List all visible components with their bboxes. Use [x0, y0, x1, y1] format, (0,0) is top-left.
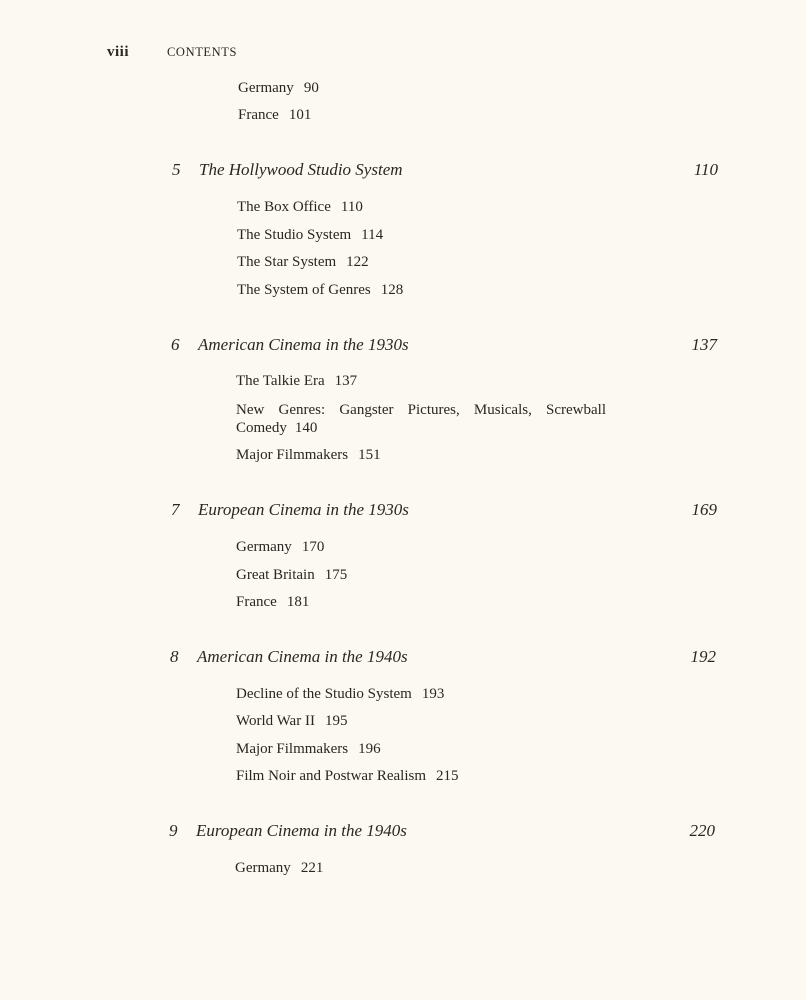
section-title: Film Noir and Postwar Realism [236, 768, 426, 784]
section-page: 215 [436, 768, 459, 784]
page-folio: viii [107, 44, 130, 60]
chapter-number: 9 [169, 821, 178, 840]
chapter-number: 8 [170, 647, 179, 666]
chapter-page: 169 [691, 500, 717, 519]
toc-section [236, 741, 381, 758]
section-title: France [236, 594, 277, 610]
running-head [107, 44, 238, 61]
chapter-title: American Cinema in the 1930s [198, 335, 409, 354]
section-page: 128 [380, 282, 404, 298]
section-page: 122 [346, 254, 369, 270]
chapter-number: 6 [171, 335, 180, 354]
toc-section [236, 768, 459, 785]
section-page: 140 [294, 420, 318, 436]
section-page: 170 [301, 539, 325, 555]
chapter-title: European Cinema in the 1940s [196, 821, 407, 840]
section-page: 137 [334, 373, 358, 389]
section-page: 101 [288, 107, 312, 123]
chapter-page: 192 [690, 647, 716, 666]
section-title: The Studio System [237, 227, 352, 243]
chapter-title: The Hollywood Studio System [199, 160, 403, 179]
section-title: Germany [235, 860, 291, 876]
chapter-entry [172, 160, 718, 184]
chapter-entry [170, 647, 716, 671]
toc-section [237, 254, 369, 271]
section-title: Decline of the Studio System [236, 686, 412, 702]
running-title: CONTENTS [167, 45, 238, 59]
section-page: 90 [303, 80, 319, 96]
chapter-page: 137 [691, 335, 717, 354]
section-page: 175 [324, 567, 348, 583]
toc-section [237, 227, 383, 244]
section-title: The Box Office [237, 199, 331, 215]
chapter-entry [169, 821, 715, 845]
toc-section [236, 539, 324, 556]
toc-section [236, 594, 309, 611]
toc-section [236, 401, 606, 437]
toc-section [236, 567, 347, 584]
section-title: The Talkie Era [236, 373, 325, 389]
section-page: 196 [358, 741, 381, 757]
section-title: Germany [236, 539, 292, 555]
section-page: 110 [340, 199, 363, 215]
toc-section [237, 199, 363, 216]
toc-section [238, 107, 311, 124]
section-title: The System of Genres [237, 282, 371, 298]
section-page: 181 [286, 594, 310, 610]
chapter-page: 110 [693, 160, 718, 179]
toc-section [236, 713, 347, 730]
toc-section [238, 80, 319, 97]
toc-section [236, 686, 444, 703]
chapter-title: American Cinema in the 1940s [197, 647, 408, 666]
section-page: 151 [358, 447, 381, 463]
toc-section [236, 373, 357, 390]
chapter-number: 7 [171, 500, 180, 519]
toc-section [235, 860, 323, 877]
section-title: New Genres: Gangster Pictures, Musicals, Screwball Comedy [236, 402, 606, 436]
chapter-entry [171, 500, 717, 524]
section-page: 193 [421, 686, 445, 702]
chapter-entry [171, 335, 717, 359]
section-title: The Star System [237, 254, 337, 270]
section-title: Major Filmmakers [236, 447, 349, 463]
section-title: Great Britain [236, 567, 315, 583]
section-page: 195 [324, 713, 348, 729]
chapter-page: 220 [689, 821, 715, 840]
chapter-number: 5 [172, 160, 181, 179]
section-title: France [238, 107, 279, 123]
chapter-title: European Cinema in the 1930s [198, 500, 409, 519]
section-title: Major Filmmakers [236, 741, 349, 757]
section-page: 114 [361, 227, 384, 243]
section-title: Germany [238, 80, 294, 96]
section-page: 221 [300, 860, 324, 876]
toc-section [237, 282, 403, 299]
toc-section [236, 447, 381, 464]
section-title: World War II [236, 713, 315, 729]
